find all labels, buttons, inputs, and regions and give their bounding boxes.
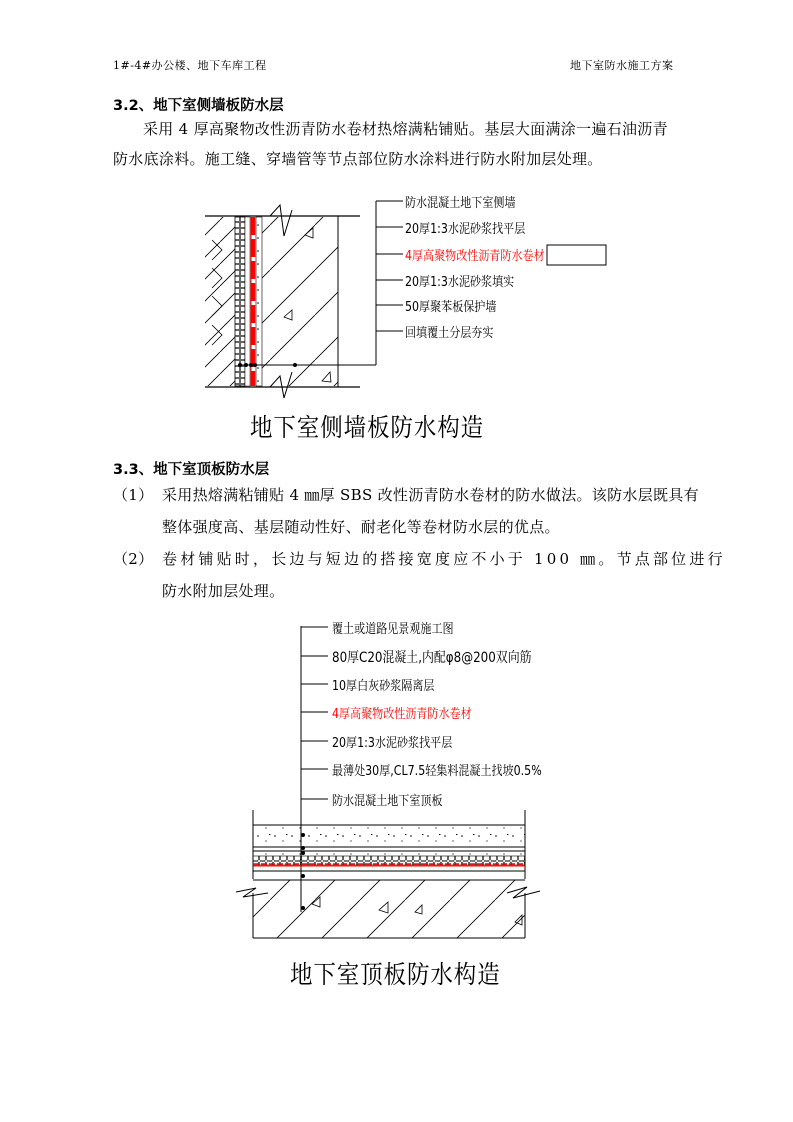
- header-project-name: 1#-4#办公楼、地下车库工程: [113, 59, 267, 72]
- roof-label-isolation: 10厚白灰砂浆隔离层: [332, 679, 435, 694]
- wall-diagram-caption: 地下室侧墙板防水构造: [250, 413, 485, 442]
- wall-label-protection: 50厚聚苯板保护墙: [405, 300, 497, 315]
- section-title-3-2: 3.2、地下室侧墙板防水层: [113, 98, 284, 114]
- header-doc-title: 地下室防水施工方案: [570, 59, 674, 72]
- roof-label-soil: 覆土或道路见景观施工图: [332, 622, 454, 637]
- list-item-text: 卷材铺贴时，长边与短边的搭接宽度应不小于 100 ㎜。节点部位进行: [162, 550, 726, 568]
- roof-label-slab: 防水混凝土地下室顶板: [332, 794, 443, 809]
- roof-label-c20-concrete: 80厚C20混凝土,内配φ8@200双向筋: [332, 650, 532, 666]
- wall-label-mortar-fill: 20厚1:3水泥砂浆填实: [405, 275, 515, 290]
- wall-label-leveling: 20厚1:3水泥砂浆找平层: [405, 222, 526, 237]
- paragraph-line: 防水底涂料。施工缝、穿墙管等节点部位防水涂料进行防水附加层处理。: [113, 150, 603, 168]
- paragraph-line: 采用 4 厚高聚物改性沥青防水卷材热熔满粘铺贴。基层大面满涂一遍石油沥青: [143, 120, 668, 138]
- wall-label-backfill: 回填覆土分层夯实: [405, 326, 494, 341]
- list-item-text: 整体强度高、基层随动性好、耐老化等卷材防水层的优点。: [162, 518, 560, 536]
- list-item-text: 防水附加层处理。: [162, 582, 285, 600]
- list-item-number: （2）: [113, 550, 154, 568]
- section-title-3-3: 3.3、地下室顶板防水层: [113, 462, 270, 478]
- wall-label-concrete: 防水混凝土地下室侧墙: [405, 196, 516, 211]
- wall-label-membrane: 4厚高聚物改性沥青防水卷材: [405, 249, 545, 264]
- list-item-number: （1）: [113, 486, 154, 504]
- roof-label-membrane: 4厚高聚物改性沥青防水卷材: [332, 707, 472, 722]
- list-item-text: 采用热熔满粘铺贴 4 ㎜厚 SBS 改性沥青防水卷材的防水做法。该防水层既具有: [162, 486, 699, 504]
- roof-diagram-caption: 地下室顶板防水构造: [290, 960, 501, 989]
- roof-label-slope: 最薄处30厚,CL7.5轻集料混凝土找坡0.5%: [332, 764, 542, 779]
- roof-label-leveling: 20厚1:3水泥砂浆找平层: [332, 736, 453, 751]
